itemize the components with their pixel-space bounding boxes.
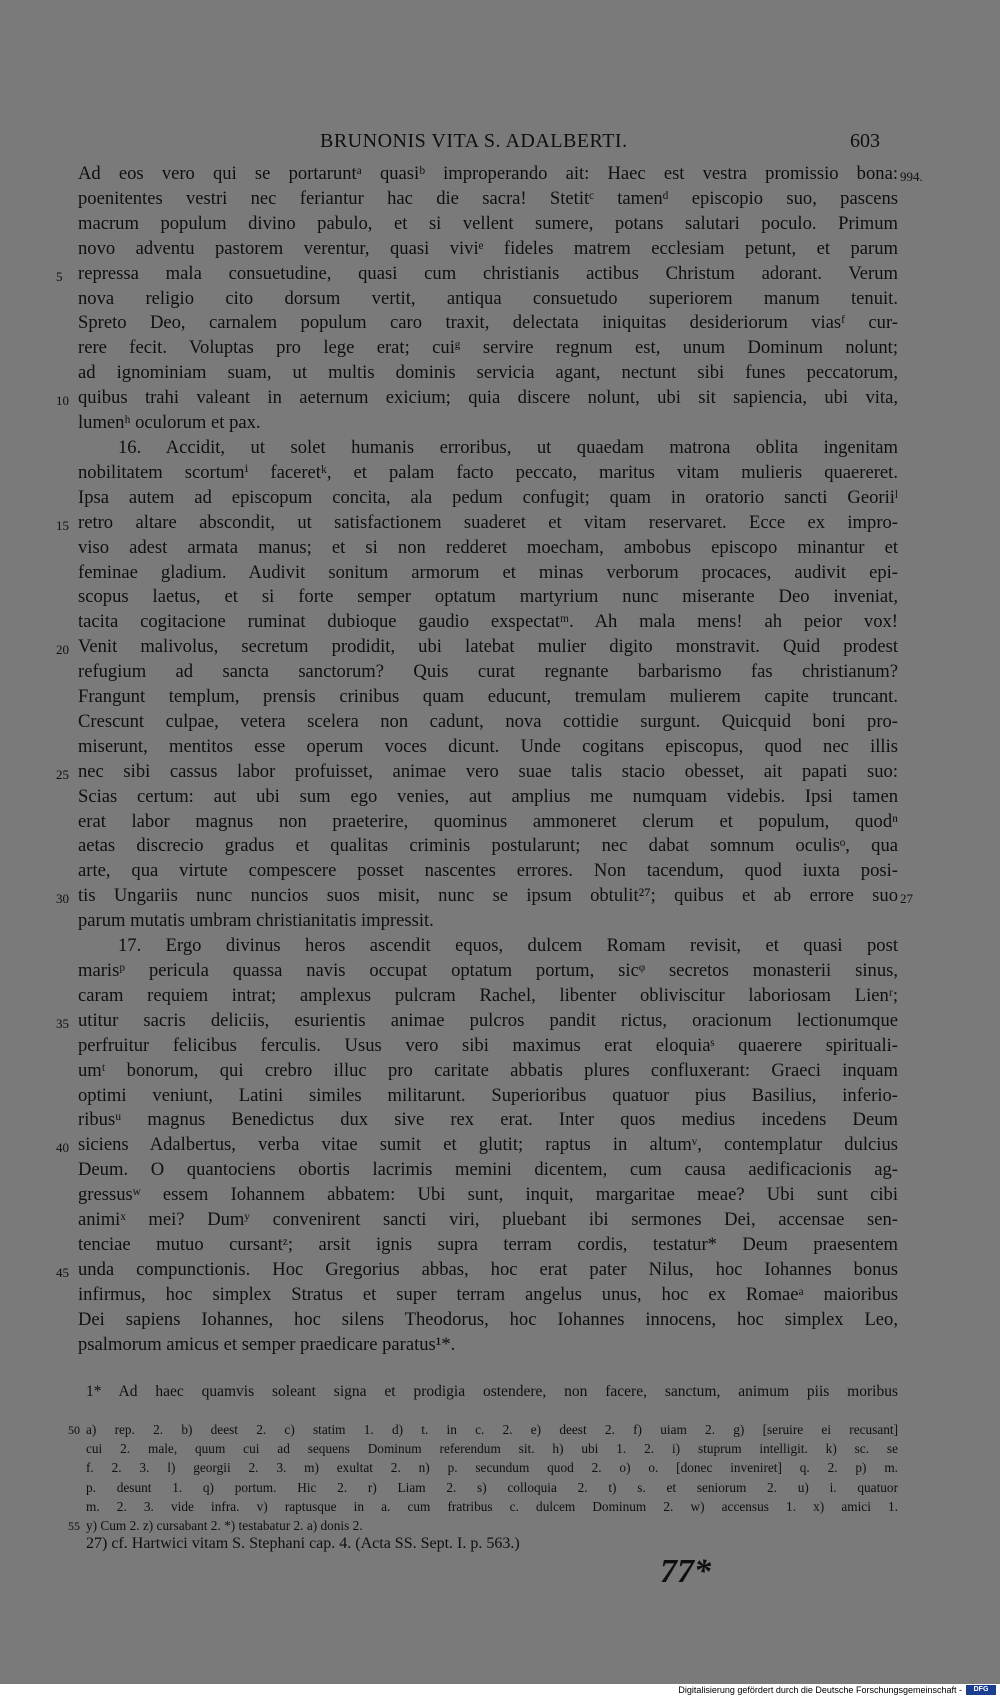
line-text: optimi veniunt, Latini similes militarunt. Superioribus quatuor pius Basilius, inferio-: [78, 1084, 898, 1106]
text-line: [78, 685, 898, 710]
line-text: lumenʰ oculorum et pax.: [78, 412, 261, 434]
text-line: [78, 461, 898, 486]
footnote-27: 27) cf. Hartwici vitam S. Stephani cap. 4. (Acta SS. Sept. I. p. 563.): [86, 1535, 520, 1552]
line-number: 45: [56, 1264, 69, 1280]
line-text: Crescunt culpae, vetera scelera non cadunt, nova cottidie surgunt. Quicquid boni pro-: [78, 710, 898, 732]
text-line: [78, 1308, 898, 1333]
text-line: [78, 585, 898, 610]
text-line: [78, 237, 898, 262]
line-text: aetas discrecio gradus et qualitas criminis postularunt; nec dabat somnum oculisᵒ, qua: [78, 835, 898, 857]
text-line: [56, 635, 898, 660]
text-line: [78, 1233, 898, 1258]
text-line: [78, 959, 898, 984]
line-text: Frangunt templum, prensis crinibus quam educunt, tremulam mulierem capite truncant.: [78, 686, 898, 708]
line-text: umᵗ bonorum, qui crebro illuc pro caritate abbatis plures confluxerant: Graeci inquam: [78, 1059, 898, 1081]
line-number: 15: [56, 517, 69, 533]
text-line: [56, 262, 898, 287]
text-line: [78, 934, 898, 959]
apparatus-line: [68, 1420, 898, 1439]
text-line: [56, 1009, 898, 1034]
apparatus-line: [86, 1478, 898, 1497]
text-line: [78, 336, 898, 361]
line-text: siciens Adalbertus, verba vitae sumit et glutit; raptus in altumᵛ, contemplatur dulcius: [78, 1134, 898, 1156]
margin-note: 27: [900, 891, 913, 907]
line-text: f. 2. 3. l) georgii 2. 3. m) exultat 2. n) p. secundum quod 2. o) o. [donec inveniret] q. 2. p) m.: [86, 1460, 898, 1476]
line-text: ribusᵘ magnus Benedictus dux sive rex erat. Inter quos medius incedens Deum: [78, 1109, 898, 1131]
text-line: [78, 486, 898, 511]
line-number: 35: [56, 1015, 69, 1031]
line-number: 20: [56, 642, 69, 658]
line-text: a) rep. 2. b) deest 2. c) statim 1. d) t. in c. 2. e) deest 2. f) uiam 2. g) [seruire ei recusant]: [86, 1422, 898, 1437]
line-number: 50: [68, 1423, 80, 1437]
line-text: nova religio cito dorsum vertit, antiqua consuetudo superiorem manum tenuit.: [78, 287, 898, 309]
line-number: 10: [56, 393, 69, 409]
line-text: perfruitur felicibus ferculis. Usus vero sibi maximus erat eloquiaˢ quaerere spirituali-: [78, 1034, 898, 1056]
text-line: [78, 436, 898, 461]
line-text: erat labor magnus non praeterire, quominus ammoneret clerum et populum, quodⁿ: [78, 810, 898, 832]
text-line: [78, 1158, 898, 1183]
page-header: [0, 130, 1000, 160]
line-text: Ipsa autem ad episcopum concita, ala pedum confugit; quam in oratorio sancti Georiiˡ: [78, 486, 898, 508]
text-line: [56, 1133, 898, 1158]
line-text: Ad eos vero qui se portaruntᵃ quasiᵇ improperando ait: Haec est vestra promissio bona:: [78, 163, 898, 184]
line-text: quibus trahi valeant in aeternum exicium; quia discere nolunt, ubi sit sapiencia, ubi vita,: [78, 387, 898, 409]
text-line: [78, 212, 898, 237]
text-line: [78, 735, 898, 760]
text-line: [56, 511, 898, 536]
line-text: unda compunctionis. Hoc Gregorius abbas, hoc erat pater Nilus, hoc Iohannes bonus: [78, 1258, 898, 1280]
text-line: [78, 660, 898, 685]
line-text: 16. Accidit, ut solet humanis erroribus, ut quaedam matrona oblita ingenitam: [118, 436, 898, 458]
line-text: gressusʷ essem Iohannem abbatem: Ubi sunt, inquit, margaritae meae? Ubi sunt cibi: [78, 1184, 898, 1206]
footer-bar: [0, 1684, 1000, 1696]
critical-apparatus: [68, 1420, 898, 1535]
line-text: nec sibi cassus labor profuisset, animae vero suae talis stacio obesset, ait papati suo:: [78, 760, 898, 782]
line-text: cui 2. male, quum cui ad sequens Dominum referendum sit. h) ubi 1. 2. i) stuprum intelligit. k) sc. se: [86, 1441, 898, 1457]
line-text: tenciae mutuo cursantᶻ; arsit ignis supra terram cordis, testatur* Deum praesentem: [78, 1233, 898, 1255]
text-line: [78, 311, 898, 336]
text-line: [78, 1183, 898, 1208]
line-text: repressa mala consuetudine, quasi cum christianis actibus Christum adorant. Verum: [78, 262, 898, 284]
line-text: ad ignominiam suam, ut multis dominis servicia agant, nectunt sibi funes peccatorum,: [78, 362, 898, 384]
text-line: [78, 1208, 898, 1233]
text-line: [78, 411, 898, 436]
text-line: [78, 1283, 898, 1308]
footer-credit: Digitalisierung gefördert durch die Deutsche Forschungsgemeinschaft -: [678, 1685, 962, 1695]
main-text: [56, 162, 923, 1358]
text-line: [78, 1059, 898, 1084]
text-line: [78, 1108, 898, 1133]
text-line: [78, 909, 898, 934]
line-text: Dei sapiens Iohannes, hoc silens Theodorus, hoc Iohannes innocens, hoc simplex Leo,: [78, 1308, 898, 1330]
apparatus-line: [86, 1497, 898, 1516]
line-text: Deum. O quantociens obortis lacrimis memini dicentem, cum causa aedificacionis ag-: [78, 1159, 898, 1181]
line-text: infirmus, hoc simplex Stratus et super terram angelus unus, hoc ex Romaeᵃ maioribus: [78, 1283, 898, 1305]
line-number: 55: [68, 1519, 80, 1534]
line-text: utitur sacris deliciis, esurientis animae pulcros pandit rictus, oracionum lectionumque: [78, 1009, 898, 1031]
line-text: refugium ad sancta sanctorum? Quis curat regnante barbarismo fas christianum?: [78, 661, 898, 683]
text-line: [56, 760, 898, 785]
line-text: tis Ungariis nunc nuncios suos misit, nunc se ipsum obtulit²⁷; quibus et ab errore suo: [78, 885, 898, 907]
text-line: [78, 984, 898, 1009]
text-line: [78, 162, 923, 187]
text-line: [78, 187, 898, 212]
text-line: [78, 859, 898, 884]
line-text: feminae gladium. Audivit sonitum armorum et minas verborum procaces, audivit epi-: [78, 561, 898, 583]
line-text: poenitentes vestri nec feriantur hac die sacra! Stetitᶜ tamenᵈ episcopio suo, pascens: [78, 187, 898, 209]
line-text: tacita cogitacione ruminat dubioque gaudio exspectatᵐ. Ah mala mens! ah peior vox!: [78, 611, 898, 633]
line-text: novo adventu pastorem verentur, quasi viviᵉ fideles matrem ecclesiam petunt, et parum: [78, 237, 898, 259]
footnote-star: 1* Ad haec quamvis soleant signa et prodigia ostendere, non facere, sanctum, animum piis moribus: [86, 1383, 898, 1400]
line-number: 5: [56, 268, 63, 284]
text-line: [78, 1084, 898, 1109]
line-text: retro altare abscondit, ut satisfactionem suaderet et vitam reservaret. Ecce ex impro-: [78, 511, 898, 533]
line-text: p. desunt 1. q) portum. Hic 2. r) Liam 2. s) colloquia 2. t) s. et seniorum 2. u) i. quatuor: [86, 1479, 898, 1495]
line-text: nobilitatem scortumⁱ faceretᵏ, et palam facto peccato, maritus vitam mulieris quaereret.: [78, 461, 898, 483]
line-text: 17. Ergo divinus heros ascendit equos, dulcem Romam revisit, et quasi post: [118, 935, 898, 957]
line-number: 30: [56, 891, 69, 907]
line-text: Spreto Deo, carnalem populum caro traxit, delectata iniquitas desideriorum viasᶠ cur-: [78, 312, 898, 334]
text-line: [78, 610, 898, 635]
text-line: [78, 1034, 898, 1059]
line-text: y) Cum 2. z) cursabant 2. *) testabatur 2. a) donis 2.: [86, 1518, 363, 1534]
text-line: [78, 561, 898, 586]
text-line: [78, 810, 898, 835]
signature-mark: 77*: [660, 1553, 711, 1590]
line-number: 25: [56, 766, 69, 782]
line-text: psalmorum amicus et semper praedicare paratus¹*.: [78, 1333, 456, 1355]
line-text: m. 2. 3. vide infra. v) raptusque in a. cum fratribus c. dulcem Dominum 2. w) accensus 1. x) amici 1.: [86, 1498, 898, 1514]
text-line: [78, 1333, 898, 1358]
apparatus-line: [68, 1516, 898, 1535]
text-line: [78, 710, 898, 735]
running-title: BRUNONIS VITA S. ADALBERTI.: [320, 130, 628, 152]
line-text: miserunt, mentitos esse operum voces dicunt. Unde cogitans episcopus, quod nec illis: [78, 735, 898, 757]
line-text: Venit malivolus, secretum prodidit, ubi latebat mulier digito monstravit. Quid prodest: [78, 636, 898, 658]
text-line: [78, 834, 898, 859]
line-text: viso adest armata manus; et si non redderet moecham, ambobus episcopo minantur et: [78, 536, 898, 558]
apparatus-line: [86, 1458, 898, 1477]
line-text: Scias certum: aut ubi sum ego venies, aut amplius me numquam videbis. Ipsi tamen: [78, 785, 898, 807]
line-text: caram requiem intrat; amplexus pulcram Rachel, libenter obliviscitur laboriosam Lienʳ;: [78, 984, 898, 1006]
text-line: [78, 785, 898, 810]
apparatus-line: [86, 1439, 898, 1458]
text-line: [56, 1258, 898, 1283]
line-text: rere fecit. Voluptas pro lege erat; cuiᵍ servire regnum est, unum Dominum nolunt;: [78, 337, 898, 359]
text-line: [56, 386, 898, 411]
line-text: marisᵖ pericula quassa navis occupat optatum portum, sicᵠ secretos monasterii sinus,: [78, 960, 898, 981]
text-line: [78, 361, 898, 386]
text-line: [78, 536, 898, 561]
line-text: scopus laetus, et si forte semper optatum martyrium nunc miserante Deo inveniat,: [78, 586, 898, 608]
line-text: parum mutatis umbram christianitatis impressit.: [78, 910, 434, 932]
dfg-logo: DFG: [966, 1685, 996, 1695]
line-text: arte, qua virtute compescere posset nascentes errores. Non tacendum, quod iuxta posi-: [78, 860, 898, 882]
text-line: [56, 884, 913, 909]
margin-note: 994.: [900, 169, 923, 184]
page-number: 603: [850, 130, 880, 152]
line-text: animiˣ mei? Dumʸ convenirent sancti viri, pluebant ibi sermones Dei, accensae sen-: [78, 1209, 898, 1231]
text-line: [78, 287, 898, 312]
line-text: macrum populum divino pabulo, et si vellent sumere, potans salutari poculo. Primum: [78, 212, 898, 234]
line-number: 40: [56, 1140, 69, 1156]
